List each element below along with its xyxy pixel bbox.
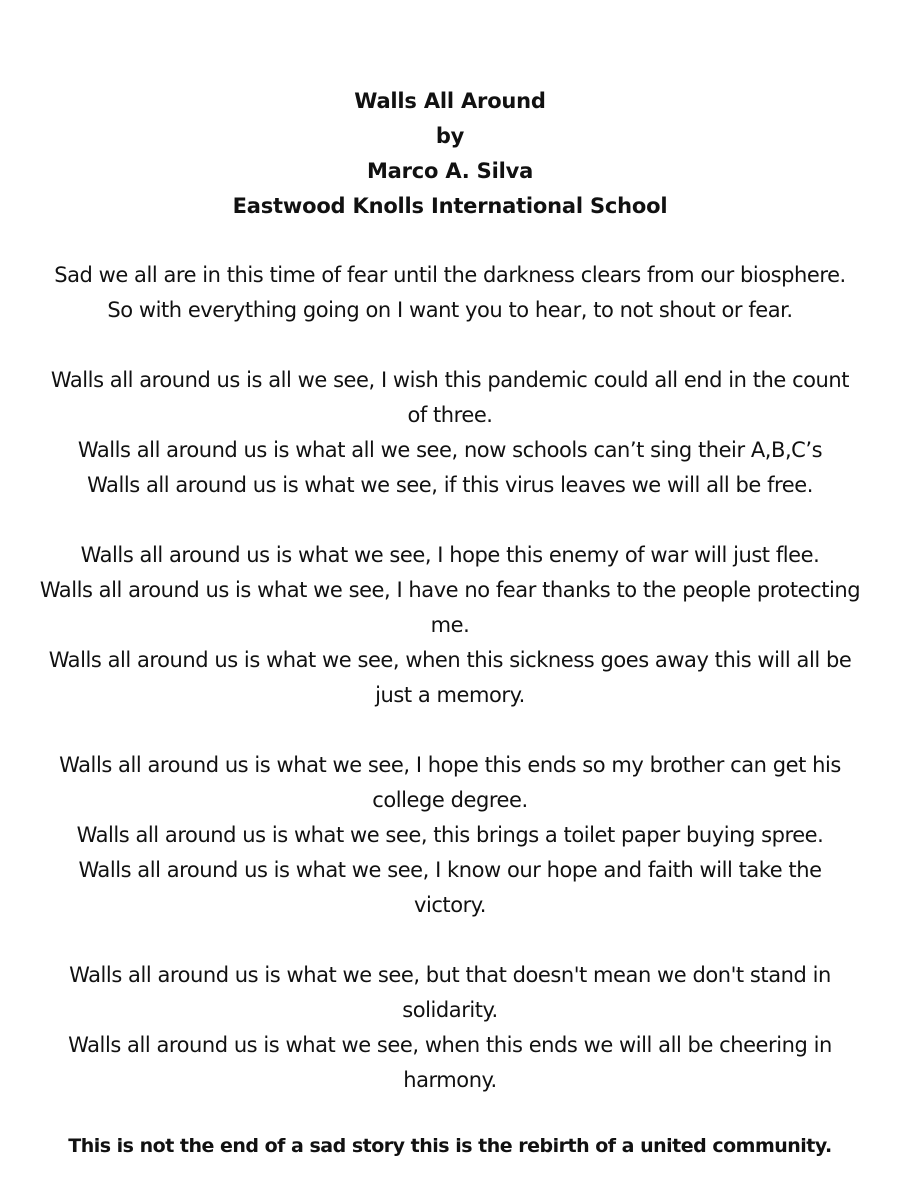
poem-body xyxy=(0,258,900,1133)
verse-line: Walls all around us is all we see, I wish this pandemic could all end in the count xyxy=(50,368,850,392)
closing-line: This is not the end of a sad story this is the rebirth of a united community. xyxy=(68,1135,832,1157)
stanza-2 xyxy=(0,363,900,503)
verse-line: of three. xyxy=(407,403,493,427)
verse-line: Walls all around us is what we see, if this virus leaves we will all be free. xyxy=(87,473,813,497)
school-name: Eastwood Knolls International School xyxy=(232,194,668,218)
verse-line: victory. xyxy=(413,893,487,917)
verse-line: Walls all around us is what we see, I hope this ends so my brother can get his xyxy=(59,753,841,777)
stanza-1 xyxy=(0,258,900,328)
verse-line: Walls all around us is what we see, this brings a toilet paper buying spree. xyxy=(76,823,824,847)
verse-line: So with everything going on I want you to hear, to not shout or fear. xyxy=(107,298,793,322)
stanza-4 xyxy=(0,748,900,923)
verse-line: Walls all around us is what we see, but that doesn't mean we don't stand in xyxy=(69,963,831,987)
poem-header xyxy=(0,84,900,224)
verse-line: college degree. xyxy=(372,788,528,812)
verse-line: just a memory. xyxy=(375,683,525,707)
verse-line: me. xyxy=(430,613,470,637)
verse-line: Walls all around us is what we see, I know our hope and faith will take the xyxy=(78,858,822,882)
verse-line: solidarity. xyxy=(402,998,498,1022)
closing-statement xyxy=(0,1129,900,1164)
verse-line: Sad we all are in this time of fear until the darkness clears from our biosphere. xyxy=(54,263,846,287)
verse-line: Walls all around us is what we see, when this ends we will all be cheering in xyxy=(68,1033,832,1057)
author-name: Marco A. Silva xyxy=(366,159,534,183)
stanza-5 xyxy=(0,958,900,1098)
stanza-3 xyxy=(0,538,900,713)
verse-line: Walls all around us is what we see, I have no fear thanks to the people protecting xyxy=(39,578,861,602)
poem-title: Walls All Around xyxy=(354,89,546,113)
byline-by: by xyxy=(435,124,465,148)
verse-line: Walls all around us is what we see, I hope this enemy of war will just flee. xyxy=(80,543,820,567)
verse-line: Walls all around us is what we see, when this sickness goes away this will all be xyxy=(48,648,852,672)
verse-line: harmony. xyxy=(403,1068,497,1092)
verse-line: Walls all around us is what all we see, now schools can’t sing their A,B,C’s xyxy=(77,438,823,462)
